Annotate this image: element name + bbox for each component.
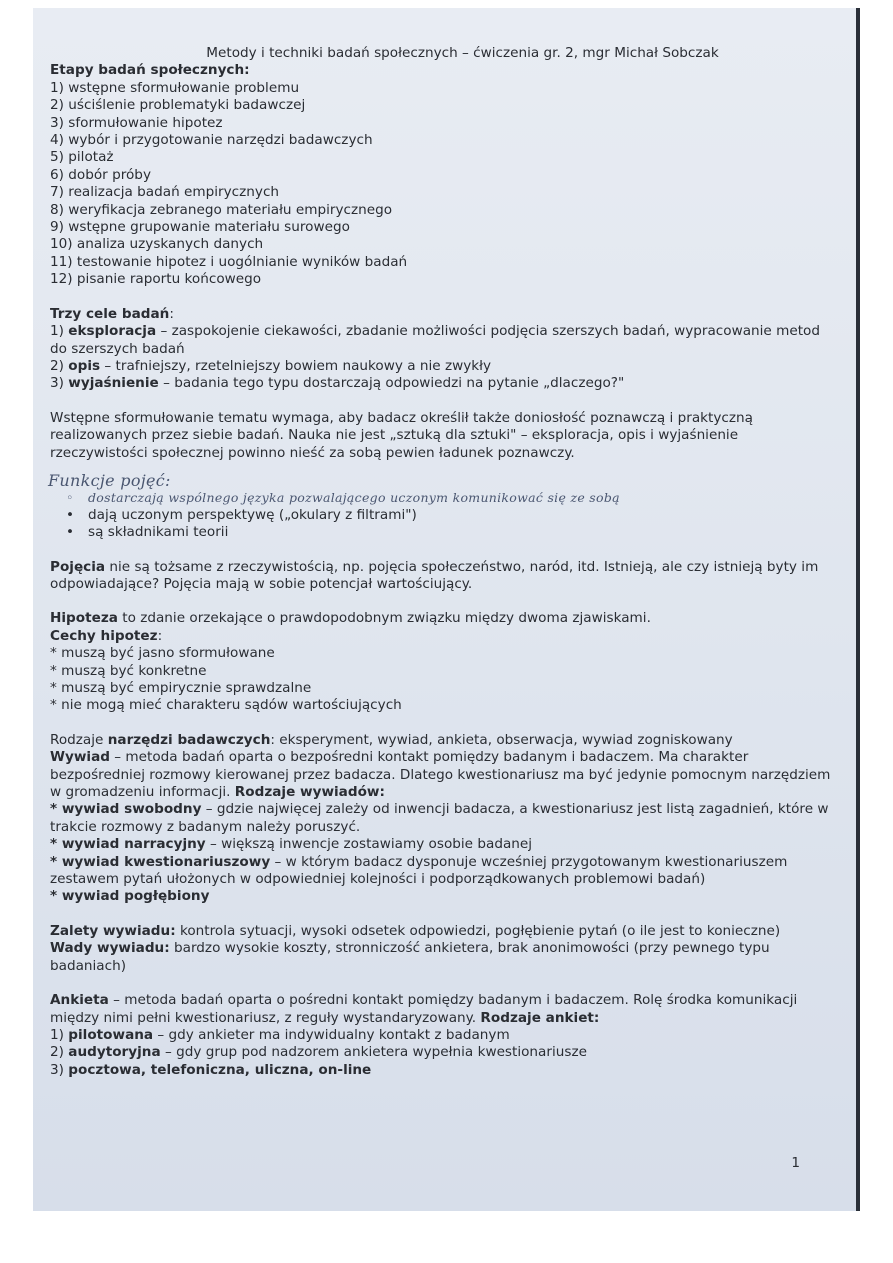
list-item: • są składnikami teorii xyxy=(88,524,835,541)
ankieta-type: 1) pilotowana – gdy ankieter ma indywidualny kontakt z badanym xyxy=(50,1026,510,1043)
etapy-item: 6) dobór próby xyxy=(50,166,151,183)
wywiad-type: * wywiad kwestionariuszowy – w którym badacz dysponuje wcześniej przygotowanym kwestionariuszem zestawem pytań ułożonych w odpowiedniej kolejności i podporządkowanych problemowi badań) xyxy=(50,853,788,888)
page-header: Metody i techniki badań społecznych – ćwiczenia gr. 2, mgr Michał Sobczak xyxy=(206,45,719,61)
wady-paragraph: Wady wywiadu: bardzo wysokie koszty, stronniczość ankietera, brak anonimowości (przy pewnego typu badaniach) xyxy=(50,940,770,974)
cechy-item: * muszą być jasno sformułowane xyxy=(50,645,275,662)
etapy-item: 7) realizacja badań empirycznych xyxy=(50,184,280,201)
etapy-item: 1) wstępne sformułowanie problemu xyxy=(50,79,300,96)
etapy-item: 3) sformułowanie hipotez xyxy=(50,114,223,131)
wywiad-type: * wywiad pogłębiony xyxy=(50,888,210,905)
funkcje-list xyxy=(50,489,835,541)
etapy-item: 5) pilotaż xyxy=(50,149,114,166)
wywiad-type: * wywiad swobodny – gdzie najwięcej zależy od inwencji badacza, a kwestionariusz jest listą zagadnień, które w trakcie rozmowy z badanym należy poruszyć. xyxy=(50,801,829,835)
hipoteza-paragraph: Hipoteza to zdanie orzekające o prawdopodobnym związku między dwoma zjawiskami. xyxy=(50,610,651,627)
ankieta-paragraph: Ankieta – metoda badań oparta o pośredni kontakt pomiędzy badanym i badaczem. Rolę środka komunikacji między nimi pełni kwestionariusz, z reguły wystandaryzowany. Rodzaje ankiet: xyxy=(50,992,798,1026)
cele-item: 1) eksploracja – zaspokojenie ciekawości, zbadanie możliwości podjęcia szerszych badań, wypracowanie metod do szerszych badań xyxy=(50,323,820,357)
wywiad-type: * wywiad narracyjny – większą inwencje zostawiamy osobie badanej xyxy=(50,836,533,853)
etapy-item: 2) uściślenie problematyki badawczej xyxy=(50,97,306,114)
cechy-item: * muszą być konkretne xyxy=(50,662,207,679)
etapy-item: 11) testowanie hipotez i uogólnianie wyników badań xyxy=(50,253,408,270)
document-page xyxy=(33,8,860,1211)
cechy-heading: Cechy hipotez: xyxy=(50,627,163,644)
etapy-item: 8) weryfikacja zebranego materiału empirycznego xyxy=(50,201,393,218)
cechy-item: * muszą być empirycznie sprawdzalne xyxy=(50,680,312,696)
list-item: • dają uczonym perspektywę („okulary z filtrami") xyxy=(88,507,835,524)
etapy-item: 4) wybór i przygotowanie narzędzi badawczych xyxy=(50,132,373,149)
cele-item: 2) opis – trafniejszy, rzetelniejszy bowiem naukowy a nie zwykły xyxy=(50,357,492,374)
pojecia-paragraph: Pojęcia nie są tożsame z rzeczywistością, np. pojęcia społeczeństwo, naród, itd. Istnieją, ale czy istnieją byty im odpowiadające? Pojęcia mają w sobie potencjał wartościujący. xyxy=(50,558,819,592)
ankieta-type: 3) pocztowa, telefoniczna, uliczna, on-line xyxy=(50,1061,372,1078)
etapy-heading: Etapy badań społecznych: xyxy=(50,62,250,79)
wstepne-paragraph: Wstępne sformułowanie tematu wymaga, aby badacz określił także doniosłość poznawczą i praktyczną realizowanych przez siebie badań. Nauka nie jest „sztuką dla sztuki" – eksploracja, opis i wyjaśnienie rzeczywistości społecznej powinno nieść za sobą pewien ładunek poznawczy. xyxy=(50,409,753,461)
narzedzia-paragraph: Rodzaje narzędzi badawczych: eksperyment, wywiad, ankieta, obserwacja, wywiad zogniskowany xyxy=(50,731,733,748)
funkcje-heading-handwritten: Funkcje pojęć: xyxy=(48,470,171,490)
page-number: 1 xyxy=(791,1155,800,1171)
zalety-paragraph: Zalety wywiadu: kontrola sytuacji, wysoki odsetek odpowiedzi, pogłębienie pytań (o ile jest to konieczne) xyxy=(50,922,781,939)
cele-heading: Trzy cele badań: xyxy=(50,305,174,322)
etapy-item: 10) analiza uzyskanych danych xyxy=(50,236,264,253)
cele-item: 3) wyjaśnienie – badania tego typu dostarczają odpowiedzi na pytanie „dlaczego?" xyxy=(50,375,625,392)
etapy-item: 12) pisanie raportu końcowego xyxy=(50,271,262,288)
document-content xyxy=(50,45,835,1079)
etapy-item: 9) wstępne grupowanie materiału surowego xyxy=(50,219,350,236)
list-item: ◦ dostarczają wspólnego języka pozwalającego uczonym komunikować się ze sobą xyxy=(88,489,835,506)
cechy-item: * nie mogą mieć charakteru sądów wartościujących xyxy=(50,697,402,714)
ankieta-type: 2) audytoryjna – gdy grup pod nadzorem ankietera wypełnia kwestionariusze xyxy=(50,1044,587,1061)
wywiad-paragraph: Wywiad – metoda badań oparta o bezpośredni kontakt pomiędzy badanym i badaczem. Ma charakter bezpośredniej rozmowy kierowanej przez badacza. Dlatego kwestionariusz ma być jedynie pomocnym narzędziem w gromadzeniu informacji. Rodzaje wywiadów: xyxy=(50,749,831,801)
